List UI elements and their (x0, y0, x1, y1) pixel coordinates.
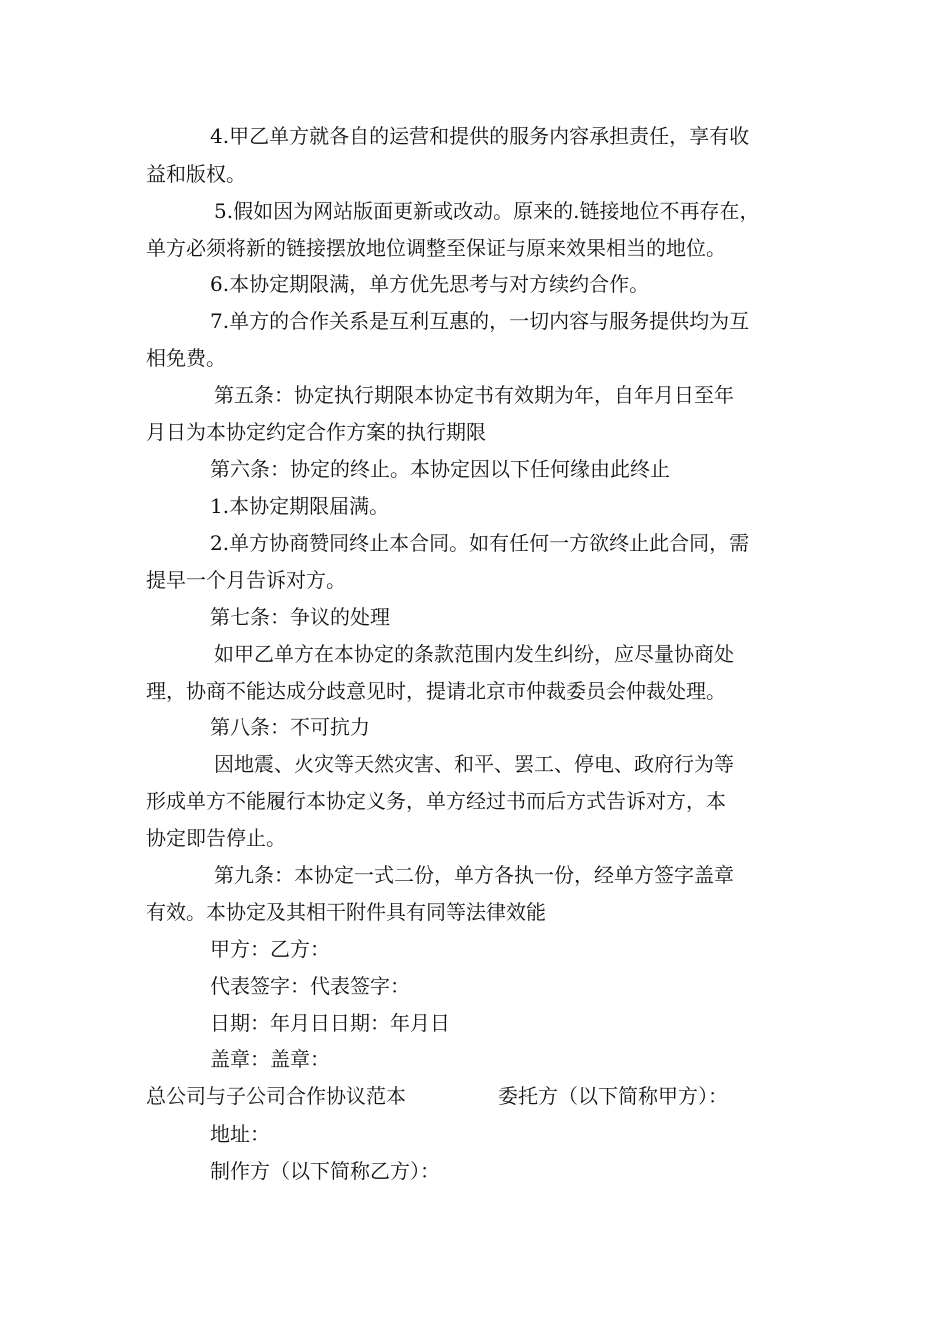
paragraph-line: 第九条：本协定一式二份，单方各执一份，经单方签字盖章 (214, 863, 734, 887)
paragraph-line: 理，协商不能达成分歧意见时，提请北京市仲裁委员会仲裁处理。 (146, 679, 726, 703)
paragraph-line: 如甲乙单方在本协定的条款范围内发生纠纷，应尽量协商处 (214, 642, 734, 666)
signature-line: 日期：年月日日期：年月日 (210, 1011, 450, 1035)
paragraph-line: 第七条：争议的处理 (210, 605, 390, 629)
paragraph-line: 益和版权。 (146, 162, 246, 186)
paragraph-line: 1.本协定期限届满。 (210, 494, 390, 518)
paragraph-line: 6.本协定期限满，单方优先思考与对方续约合作。 (210, 272, 650, 296)
paragraph-line: 4.甲乙单方就各自的运营和提供的服务内容承担责任，享有收 (210, 124, 750, 148)
paragraph-line: 第八条：不可抗力 (210, 715, 370, 739)
address-line: 地址： (210, 1122, 270, 1146)
signature-line: 甲方：乙方： (210, 937, 330, 961)
paragraph-line: 有效。本协定及其相干附件具有同等法律效能 (146, 900, 546, 924)
paragraph-line: 第五条：协定执行期限本协定书有效期为年，自年月日至年 (214, 383, 734, 407)
paragraph-line: 相免费。 (146, 346, 226, 370)
producer-party-line: 制作方（以下简称乙方）： (210, 1159, 440, 1183)
paragraph-line: 协定即告停止。 (146, 826, 286, 850)
paragraph-line: 7.单方的合作关系是互利互惠的，一切内容与服务提供均为互 (210, 309, 750, 333)
paragraph-line: 2.单方协商赞同终止本合同。如有任何一方欲终止此合同，需 (210, 531, 750, 555)
paragraph-line: 5.假如因为网站版面更新或改动。原来的.链接地位不再存在， (214, 199, 760, 223)
paragraph-line: 第六条：协定的终止。本协定因以下任何缘由此终止 (210, 457, 670, 481)
paragraph-line: 单方必须将新的链接摆放地位调整至保证与原来效果相当的地位。 (146, 236, 726, 260)
template-title: 总公司与子公司合作协议范本 (146, 1084, 406, 1108)
paragraph-line: 形成单方不能履行本协定义务，单方经过书而后方式告诉对方，本 (146, 789, 726, 813)
paragraph-line: 月日为本协定约定合作方案的执行期限 (146, 420, 486, 444)
signature-line: 代表签字：代表签字： (210, 974, 410, 998)
signature-line: 盖章：盖章： (210, 1047, 330, 1071)
paragraph-line: 因地震、火灾等天然灾害、和平、罢工、停电、政府行为等 (214, 752, 734, 776)
client-party-line: 委托方（以下简称甲方）： (498, 1084, 728, 1108)
paragraph-line: 提早一个月告诉对方。 (146, 568, 346, 592)
